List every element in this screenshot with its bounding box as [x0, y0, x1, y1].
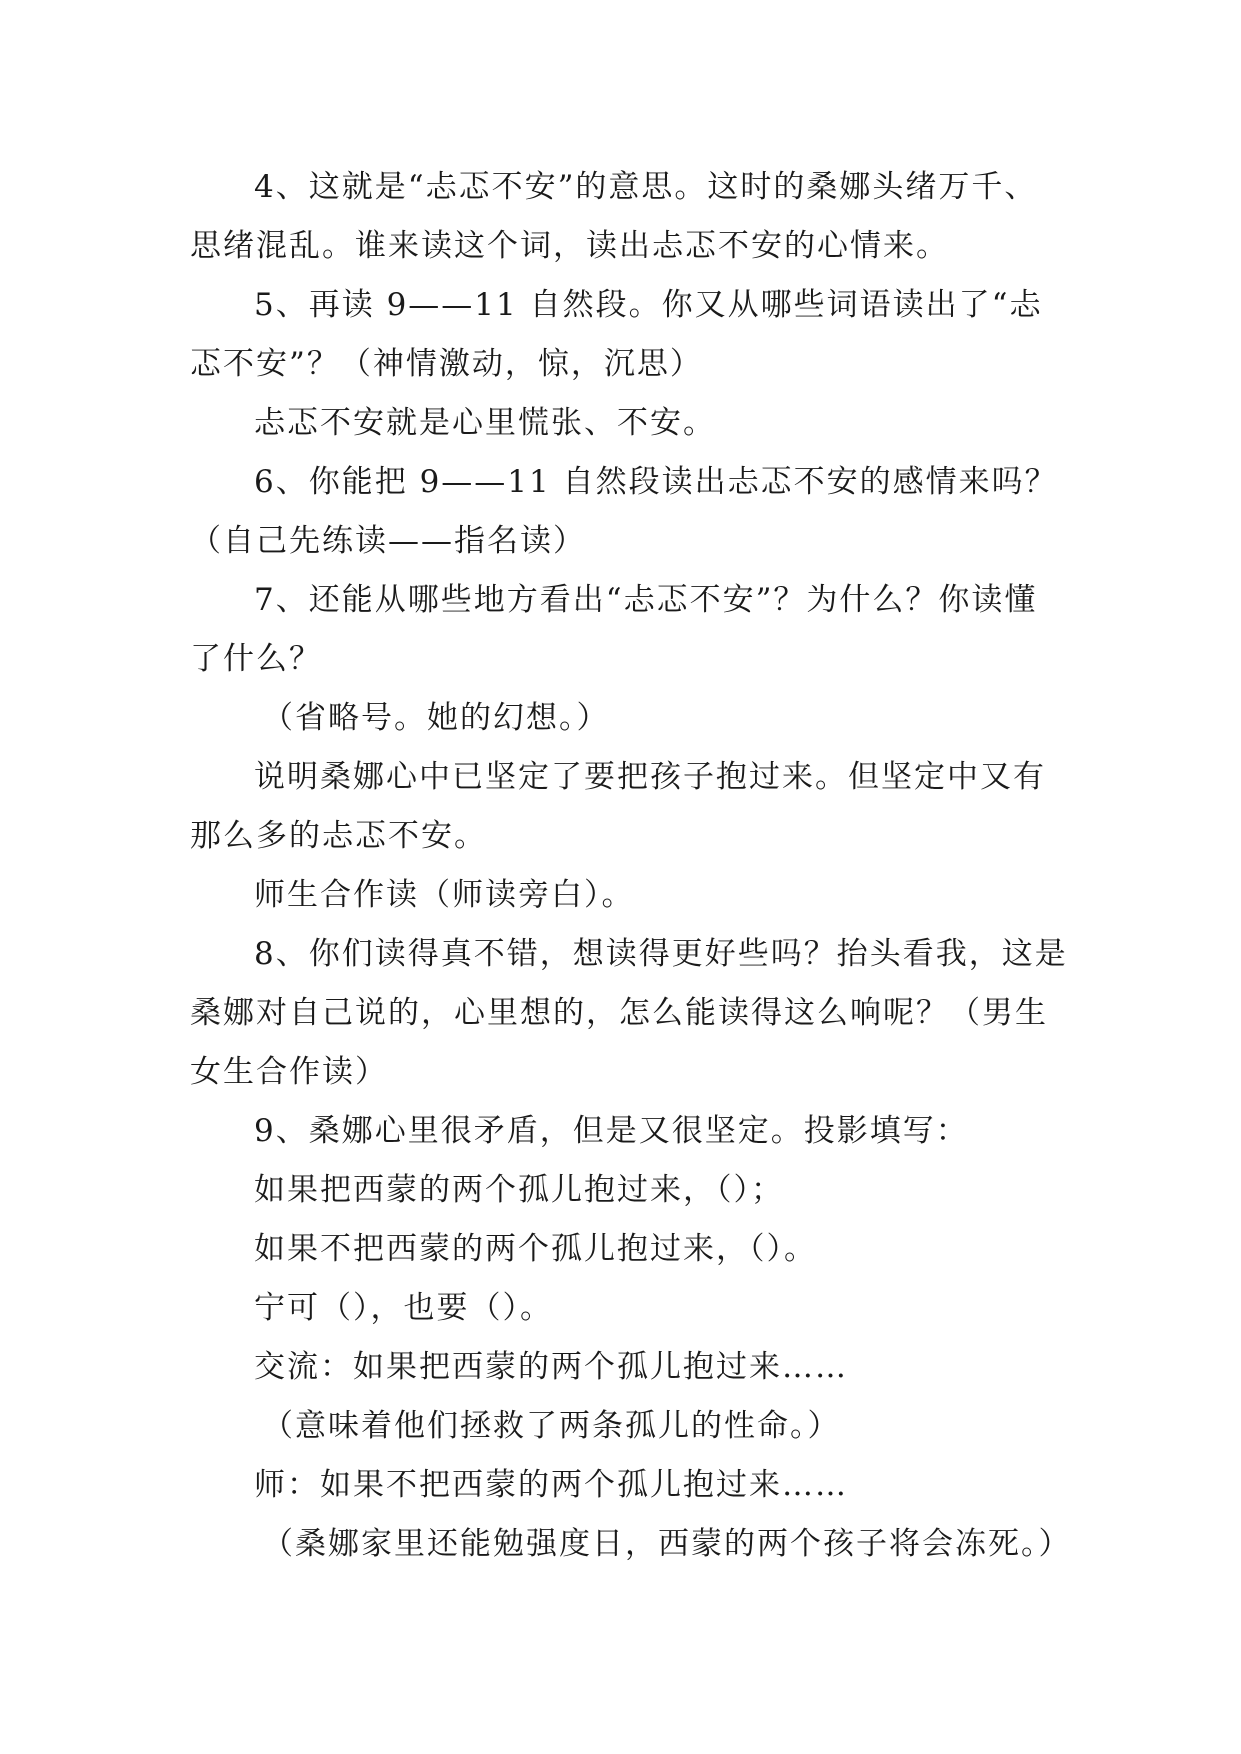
paragraph-cooperative-reading: 师生合作读（师读旁白）。 — [254, 877, 635, 913]
fill-in-line-2: 如果不把西蒙的两个孤儿抱过来，（）。 — [254, 1231, 817, 1267]
paragraph-teacher: 师：如果不把西蒙的两个孤儿抱过来…… — [254, 1467, 848, 1503]
paragraph-step-5: 5、再读 9——11 自然段。你又从哪些词语读出了“忐忑不安”？（神情激动，惊，沉思） — [190, 287, 1043, 382]
document-body — [190, 158, 1070, 1574]
paragraph-explanation: 说明桑娜心中已坚定了要把孩子抱过来。但坚定中又有那么多的忐忑不安。 — [190, 759, 1046, 854]
paragraph-step-7: 7、还能从哪些地方看出“忐忑不安”？为什么？你读懂了什么？ — [190, 582, 1038, 677]
fill-in-line-3: 宁可（），也要（）。 — [254, 1290, 553, 1326]
paragraph-teacher-answer: （桑娜家里还能勉强度日，西蒙的两个孩子将会冻死。） — [262, 1526, 1072, 1562]
paragraph-ellipsis-note: （省略号。她的幻想。） — [262, 700, 610, 736]
fill-in-line-1: 如果把西蒙的两个孤儿抱过来，（）； — [254, 1172, 784, 1208]
paragraph-definition: 忐忑不安就是心里慌张、不安。 — [254, 405, 716, 441]
paragraph-exchange-answer: （意味着他们拯救了两条孤儿的性命。） — [262, 1408, 841, 1444]
paragraph-step-6: 6、你能把 9——11 自然段读出忐忑不安的感情来吗？（自己先练读——指名读） — [190, 464, 1058, 559]
paragraph-step-9: 9、桑娜心里很矛盾，但是又很坚定。投影填写： — [254, 1113, 969, 1149]
paragraph-step-4: 4、这就是“忐忑不安”的意思。这时的桑娜头绪万千、思绪混乱。谁来读这个词，读出忐忑不安的心情来。 — [190, 169, 1038, 264]
paragraph-exchange: 交流：如果把西蒙的两个孤儿抱过来…… — [254, 1349, 848, 1385]
paragraph-step-8: 8、你们读得真不错，想读得更好些吗？抬头看我，这是桑娜对自己说的，心里想的，怎么能读得这么响呢？（男生女生合作读） — [190, 936, 1068, 1090]
